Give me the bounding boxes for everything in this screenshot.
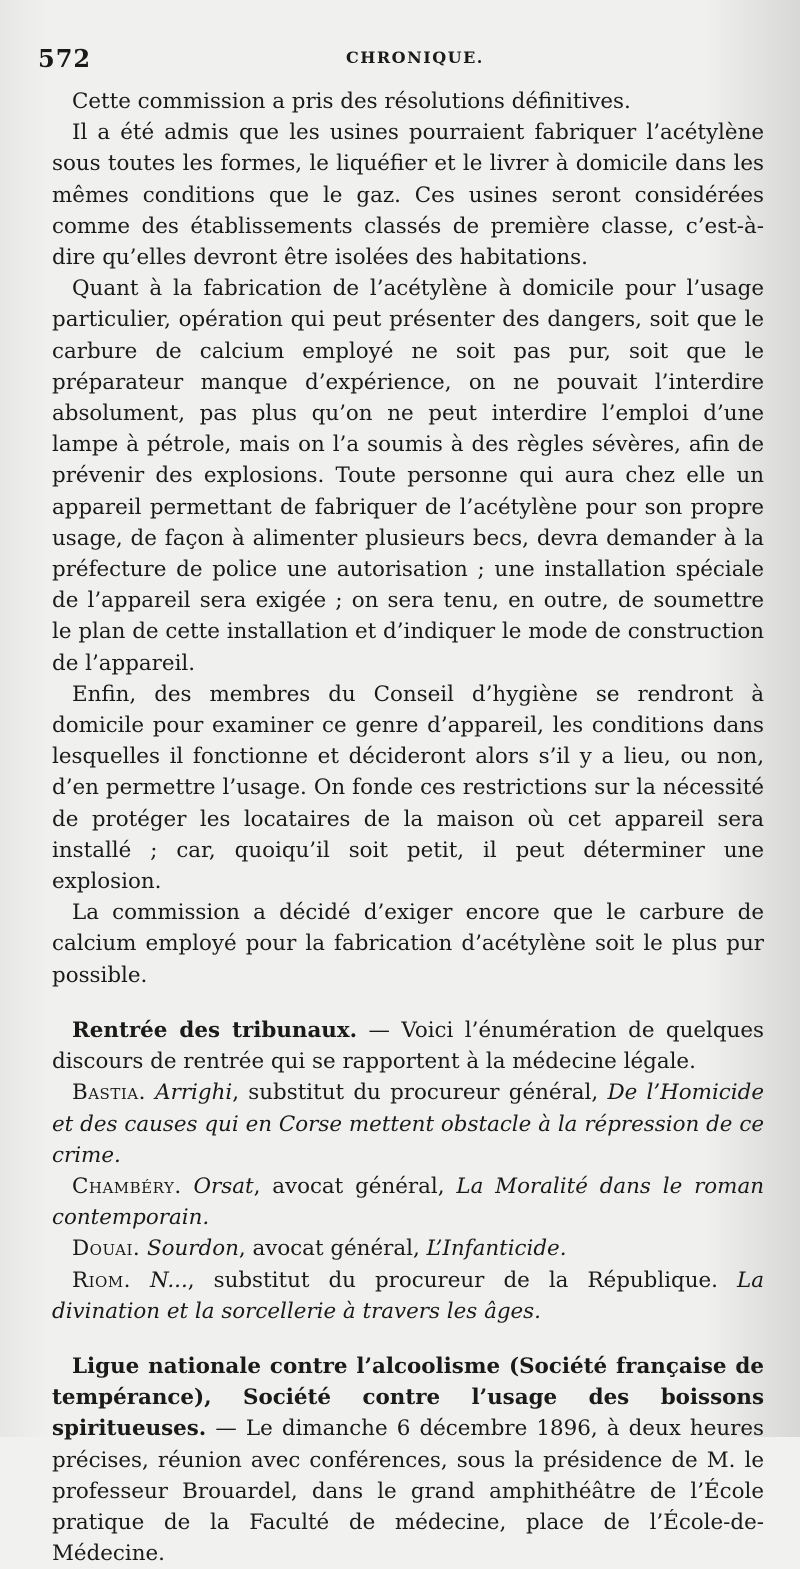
entry-role: , avocat général, bbox=[253, 1173, 457, 1199]
paragraph-conseil-hygiene: Enfin, des membres du Conseil d’hygiène se rendront à domicile pour examiner ce genre d’appareil, les conditions dans lesquelles il fonctionne et décideront alors s’il y a lieu, ou non, d’en permettre l’usage. On fonde ces restrictions sur la nécessité de protéger les locataires de la maison où cet appareil sera installé ; car, quoiqu’il soit petit, il peut déterminer une explosion. bbox=[52, 681, 764, 895]
entry-place: Riom. bbox=[72, 1267, 131, 1293]
discourse-entry bbox=[52, 1171, 764, 1233]
entry-role: , substitut du procureur de la République. bbox=[187, 1267, 738, 1293]
entry-speaker: Sourdon bbox=[147, 1236, 239, 1262]
entry-place: Bastia. bbox=[72, 1080, 146, 1106]
running-head: CHRONIQUE. bbox=[346, 48, 484, 67]
section-tribunaux bbox=[52, 1015, 764, 1077]
paragraph-commission-intro: Cette commission a pris des résolutions définitives. bbox=[72, 89, 631, 114]
discourse-entry bbox=[52, 1265, 764, 1327]
section-spacer bbox=[52, 1327, 764, 1351]
discourse-entry bbox=[52, 1077, 764, 1171]
tribunaux-intro: — Voici l’énumération de quelques discours de rentrée qui se rapportent à la médecine légale. bbox=[52, 1017, 764, 1075]
entry-title: La Moralité dans le roman contemporain. bbox=[52, 1173, 764, 1231]
entry-title: L’Infanticide. bbox=[426, 1236, 567, 1262]
entry-place: Douai. bbox=[72, 1236, 141, 1262]
entry-role: , avocat général, bbox=[238, 1236, 427, 1262]
entry-title: La divination et la sorcellerie à travers les âges. bbox=[52, 1267, 764, 1324]
section-ligue bbox=[52, 1351, 764, 1569]
section-heading-ligue: Ligue nationale contre l’alcoolisme (Société française de tempérance), Société contre l’usage des boissons spiritueuses. bbox=[52, 1353, 764, 1442]
entry-speaker: Arrighi bbox=[155, 1080, 233, 1106]
paragraph-fabrication-domicile: Quant à la fabrication de l’acétylène à domicile pour l’usage particulier, opération qui peut présenter des dangers, soit que le carbure de calcium employé ne soit pas pur, soit que le préparateur manque d’expérience, on ne pouvait l’interdire absolument, pas plus qu’on ne peut interdire l’emploi d’une lampe à pétrole, mais on l’a soumis à des règles sévères, afin de prévenir des explosions. Toute personne qui aura chez elle un appareil permettant de fabriquer de l’acétylène pour son propre usage, de façon à alimenter plusieurs becs, devra demander à la préfecture de police une autorisation ; une installation spéciale de l’appareil sera exigée ; on sera tenu, en outre, de soumettre le plan de cette installation et d’indiquer le mode de construction de l’appareil. bbox=[52, 276, 764, 676]
page-number: 572 bbox=[38, 44, 92, 73]
paragraph-carbure-calcium: La commission a décidé d’exiger encore que le carbure de calcium employé pour la fabrication d’acétylène soit le plus pur possible. bbox=[52, 900, 764, 988]
section-heading-tribunaux: Rentrée des tribunaux. bbox=[72, 1017, 358, 1043]
entry-speaker: Orsat bbox=[193, 1173, 254, 1199]
page-header bbox=[38, 44, 758, 78]
page-body bbox=[52, 86, 764, 1569]
paragraph-usines: Il a été admis que les usines pourraient fabriquer l’acétylène sous toutes les formes, le liquéfier et le livrer à domicile dans les mêmes conditions que le gaz. Ces usines seront considérées comme des établissements classés de première classe, c’est-à-dire qu’elles devront être isolées des habitations. bbox=[52, 120, 764, 271]
entry-role: , substitut du procureur général, bbox=[232, 1080, 608, 1106]
ligue-text: — Le dimanche 6 décembre 1896, à deux heures précises, réunion avec conférences, sous la présidence de M. le professeur Brouardel, dans le grand amphithéâtre de l’École pratique de la Faculté de médecine, place de l’École-de-Médecine. bbox=[52, 1416, 764, 1567]
entry-place: Chambéry. bbox=[72, 1173, 182, 1199]
discourse-entry bbox=[52, 1233, 764, 1264]
entry-title: De l’Homicide et des causes qui en Corse mettent obstacle à la répression de ce crime. bbox=[52, 1080, 764, 1168]
entry-speaker: N... bbox=[150, 1267, 188, 1293]
section-spacer bbox=[52, 991, 764, 1015]
